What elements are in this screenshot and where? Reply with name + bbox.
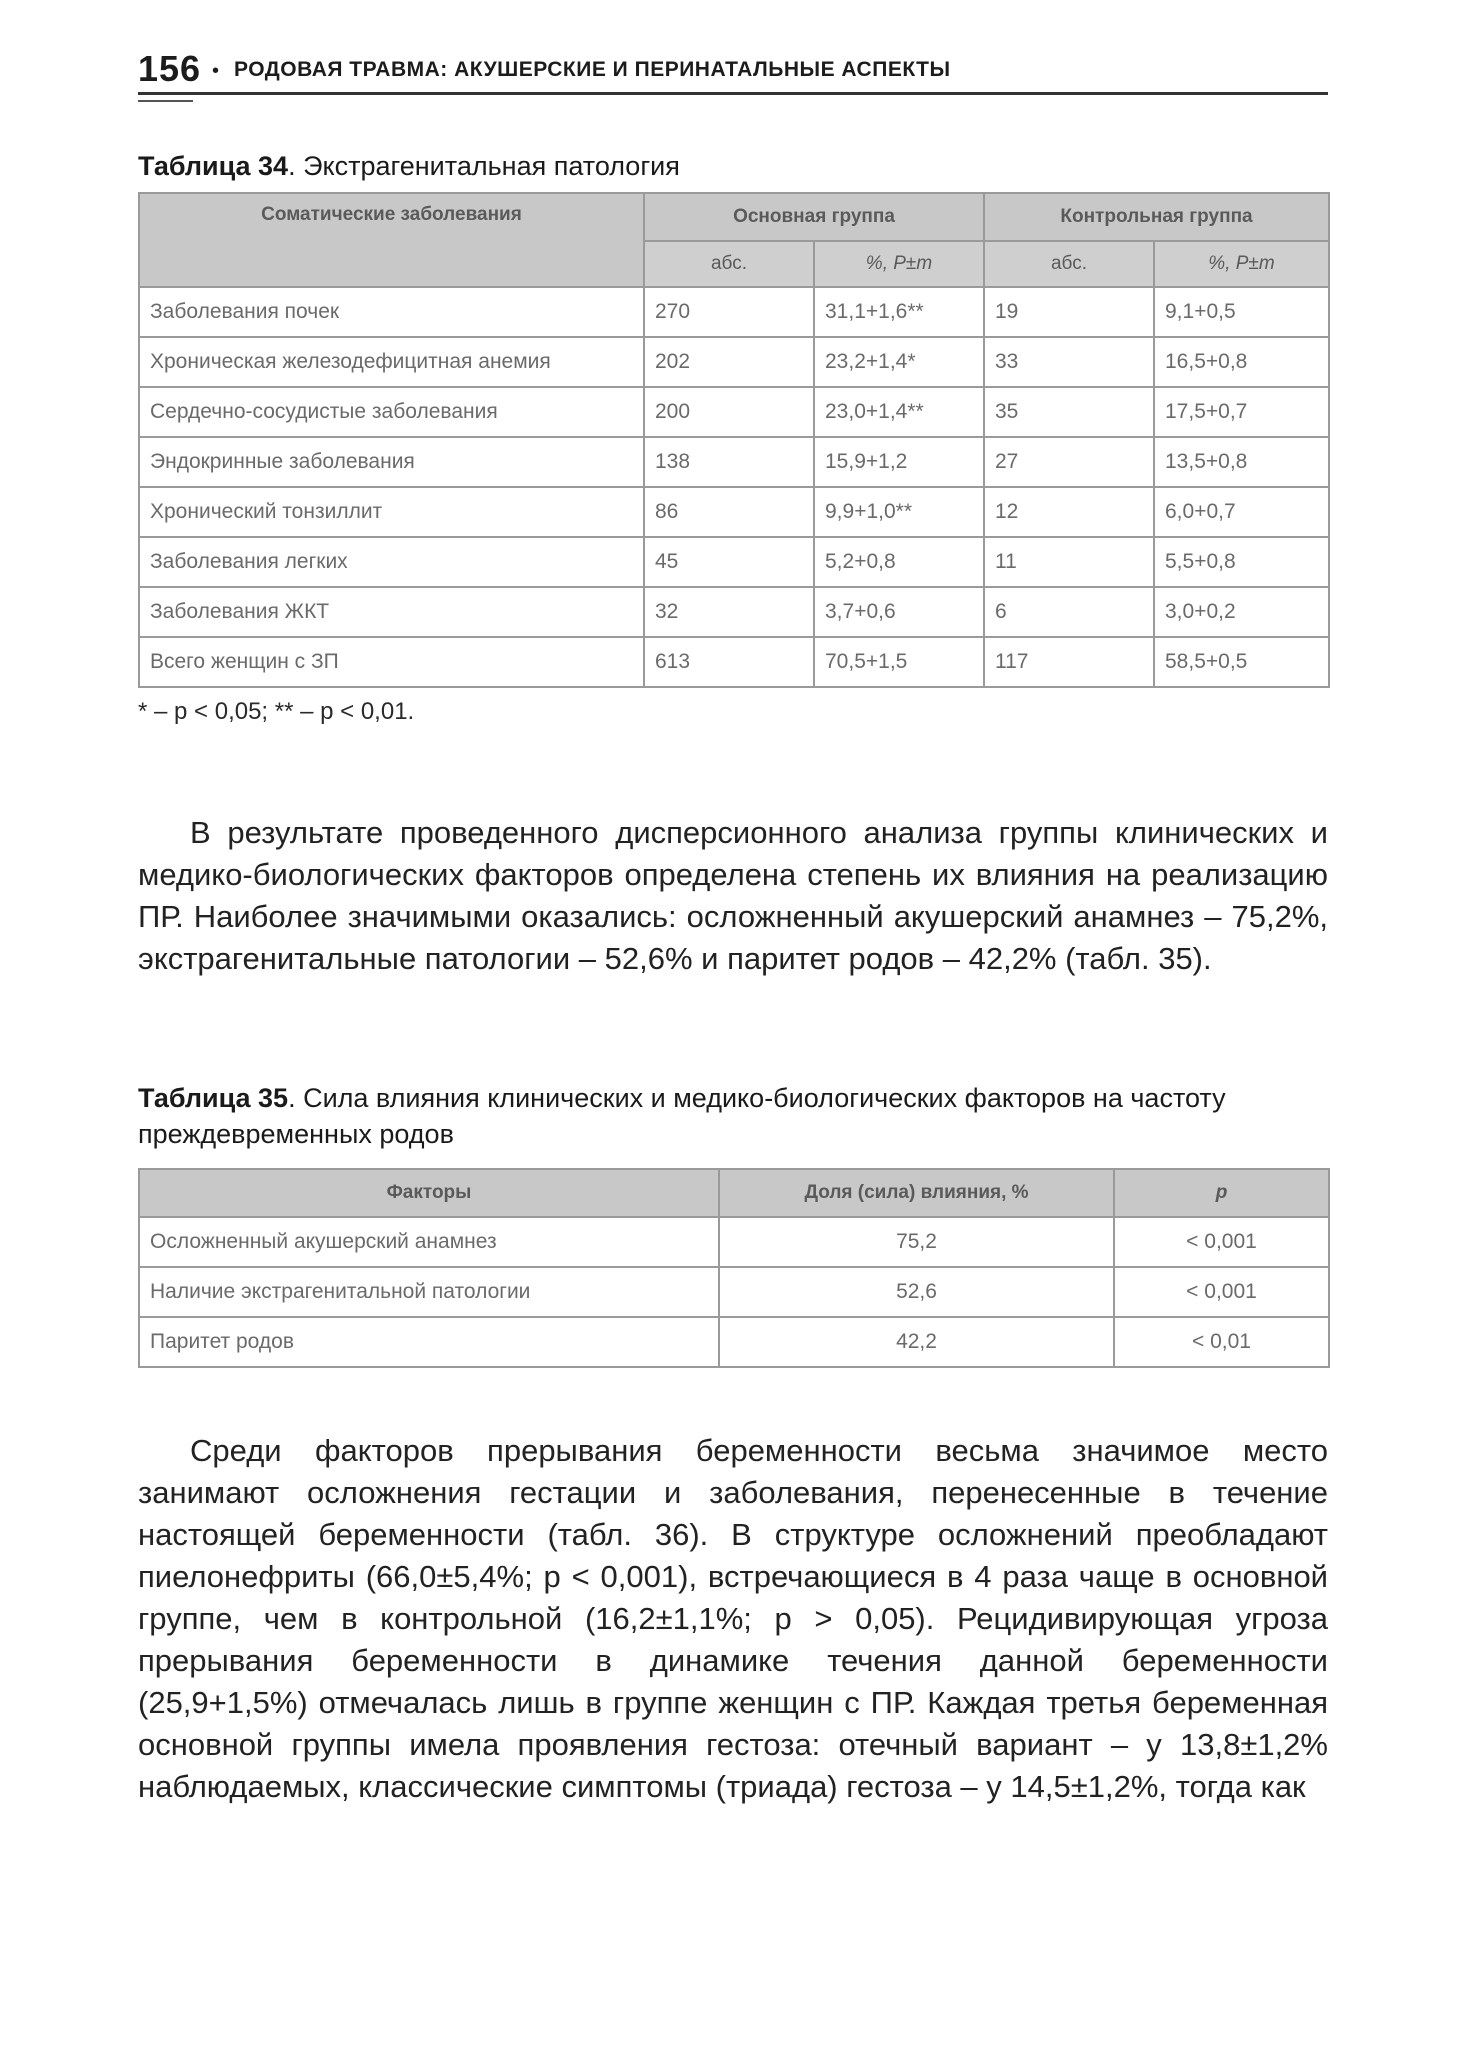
table34-cell-name: Заболевания почек bbox=[139, 287, 644, 337]
table34-row bbox=[139, 387, 1329, 437]
table35-cell-p: < 0,01 bbox=[1114, 1317, 1329, 1367]
table34-cell-main-abs: 202 bbox=[644, 337, 814, 387]
table34-row bbox=[139, 637, 1329, 687]
table35-label: Таблица 35 bbox=[138, 1083, 289, 1113]
table34-row bbox=[139, 537, 1329, 587]
table34-cell-name: Эндокринные заболевания bbox=[139, 437, 644, 487]
table35-cell-p: < 0,001 bbox=[1114, 1217, 1329, 1267]
table34-header-ctrl-abs: абс. bbox=[984, 241, 1154, 287]
table34-row bbox=[139, 437, 1329, 487]
table34-cell-ctrl-abs: 19 bbox=[984, 287, 1154, 337]
table35-header-factor: Факторы bbox=[139, 1169, 719, 1217]
table34-cell-main-abs: 200 bbox=[644, 387, 814, 437]
table34-cell-main-pct: 31,1+1,6** bbox=[814, 287, 984, 337]
paragraph-1-text: В результате проведенного дисперсионного анализа группы клинических и медико-биологических факторов определена степень их влияния на реализацию ПР. Наиболее значимыми оказались: осложненный акушерский анамнез – 75,2%, экстрагенитальные патологии – 52,6% и паритет родов – 42,2% (табл. 35). bbox=[138, 815, 1328, 976]
header-mark bbox=[138, 100, 193, 102]
paragraph-1 bbox=[138, 812, 1328, 980]
table34-cell-name: Всего женщин с ЗП bbox=[139, 637, 644, 687]
table34-cell-ctrl-pct: 3,0+0,2 bbox=[1154, 587, 1329, 637]
table34-cell-main-pct: 23,2+1,4* bbox=[814, 337, 984, 387]
table35-caption bbox=[138, 1080, 1328, 1152]
table34-cell-ctrl-abs: 12 bbox=[984, 487, 1154, 537]
table34-header-main-group: Основная группа bbox=[644, 193, 984, 241]
table35-header-share: Доля (сила) влияния, % bbox=[719, 1169, 1114, 1217]
header-bullet: • bbox=[212, 60, 220, 82]
table34-cell-ctrl-abs: 11 bbox=[984, 537, 1154, 587]
page-header bbox=[138, 48, 1328, 98]
header-rule bbox=[138, 92, 1328, 95]
running-title: РОДОВАЯ ТРАВМА: АКУШЕРСКИЕ И ПЕРИНАТАЛЬНЫЕ АСПЕКТЫ bbox=[234, 58, 951, 81]
table34-caption bbox=[138, 148, 680, 184]
table34-header-main-pct: %, P±m bbox=[814, 241, 984, 287]
table34-cell-ctrl-abs: 27 bbox=[984, 437, 1154, 487]
table35-row bbox=[139, 1217, 1329, 1267]
table34-cell-main-abs: 32 bbox=[644, 587, 814, 637]
table35-title: . Сила влияния клинических и медико-биологических факторов на частоту преждевременных родов bbox=[138, 1083, 1226, 1149]
table34-cell-main-pct: 70,5+1,5 bbox=[814, 637, 984, 687]
table35-cell-name: Наличие экстрагенитальной патологии bbox=[139, 1267, 719, 1317]
table35-cell-share: 75,2 bbox=[719, 1217, 1114, 1267]
table34-row bbox=[139, 287, 1329, 337]
table34-cell-ctrl-pct: 17,5+0,7 bbox=[1154, 387, 1329, 437]
table34-cell-name: Хронический тонзиллит bbox=[139, 487, 644, 537]
table34-cell-ctrl-pct: 16,5+0,8 bbox=[1154, 337, 1329, 387]
table35 bbox=[138, 1168, 1330, 1368]
table34-cell-ctrl-abs: 6 bbox=[984, 587, 1154, 637]
table34-footnote: * – p < 0,05; ** – p < 0,01. bbox=[138, 698, 415, 725]
table34-cell-main-abs: 613 bbox=[644, 637, 814, 687]
table35-cell-share: 42,2 bbox=[719, 1317, 1114, 1367]
page-number: 156 bbox=[138, 48, 202, 89]
table34-cell-main-pct: 15,9+1,2 bbox=[814, 437, 984, 487]
table35-cell-name: Паритет родов bbox=[139, 1317, 719, 1367]
table34-header-main-abs: абс. bbox=[644, 241, 814, 287]
table34-cell-main-abs: 45 bbox=[644, 537, 814, 587]
table34-cell-ctrl-abs: 117 bbox=[984, 637, 1154, 687]
table34-cell-main-pct: 9,9+1,0** bbox=[814, 487, 984, 537]
table34-cell-main-abs: 86 bbox=[644, 487, 814, 537]
table34-cell-ctrl-abs: 35 bbox=[984, 387, 1154, 437]
table34-cell-ctrl-pct: 9,1+0,5 bbox=[1154, 287, 1329, 337]
table35-cell-name: Осложненный акушерский анамнез bbox=[139, 1217, 719, 1267]
table34-row bbox=[139, 337, 1329, 387]
table34 bbox=[138, 192, 1330, 688]
table34-row bbox=[139, 587, 1329, 637]
table34-cell-ctrl-pct: 5,5+0,8 bbox=[1154, 537, 1329, 587]
table34-cell-ctrl-pct: 13,5+0,8 bbox=[1154, 437, 1329, 487]
table35-cell-p: < 0,001 bbox=[1114, 1267, 1329, 1317]
table34-cell-name: Сердечно-сосудистые заболевания bbox=[139, 387, 644, 437]
table34-cell-main-abs: 270 bbox=[644, 287, 814, 337]
table35-row bbox=[139, 1267, 1329, 1317]
table34-cell-ctrl-pct: 6,0+0,7 bbox=[1154, 487, 1329, 537]
table34-cell-main-pct: 3,7+0,6 bbox=[814, 587, 984, 637]
table34-header-disease: Соматические заболевания bbox=[139, 193, 644, 287]
table34-cell-name: Заболевания легких bbox=[139, 537, 644, 587]
table34-cell-main-abs: 138 bbox=[644, 437, 814, 487]
table34-cell-main-pct: 23,0+1,4** bbox=[814, 387, 984, 437]
table34-cell-ctrl-abs: 33 bbox=[984, 337, 1154, 387]
table35-header-p: p bbox=[1114, 1169, 1329, 1217]
table34-title: . Экстрагенитальная патология bbox=[288, 151, 680, 181]
table34-row bbox=[139, 487, 1329, 537]
table35-cell-share: 52,6 bbox=[719, 1267, 1114, 1317]
table34-label: Таблица 34 bbox=[138, 151, 289, 181]
table34-cell-name: Хроническая железодефицитная анемия bbox=[139, 337, 644, 387]
table34-cell-main-pct: 5,2+0,8 bbox=[814, 537, 984, 587]
table34-header-ctrl-pct: %, P±m bbox=[1154, 241, 1329, 287]
table35-row bbox=[139, 1317, 1329, 1367]
table34-cell-ctrl-pct: 58,5+0,5 bbox=[1154, 637, 1329, 687]
paragraph-2 bbox=[138, 1430, 1328, 1808]
table34-cell-name: Заболевания ЖКТ bbox=[139, 587, 644, 637]
table34-header-control-group: Контрольная группа bbox=[984, 193, 1329, 241]
paragraph-2-text: Среди факторов прерывания беременности весьма значимое место занимают осложнения гестации и заболевания, перенесенные в течение настоящей беременности (табл. 36). В структуре осложнений преобладают пиелонефриты (66,0±5,4%; p < 0,001), встречающиеся в 4 раза чаще в основной группе, чем в контрольной (16,2±1,1%; p > 0,05). Рецидивирующая угроза прерывания беременности в динамике течения данной беременности (25,9+1,5%) отмечалась лишь в группе женщин с ПР. Каждая третья беременная основной группы имела проявления гестоза: отечный вариант – у 13,8±1,2% наблюдаемых, классические симптомы (триада) гестоза – у 14,5±1,2%, тогда как bbox=[138, 1433, 1328, 1804]
